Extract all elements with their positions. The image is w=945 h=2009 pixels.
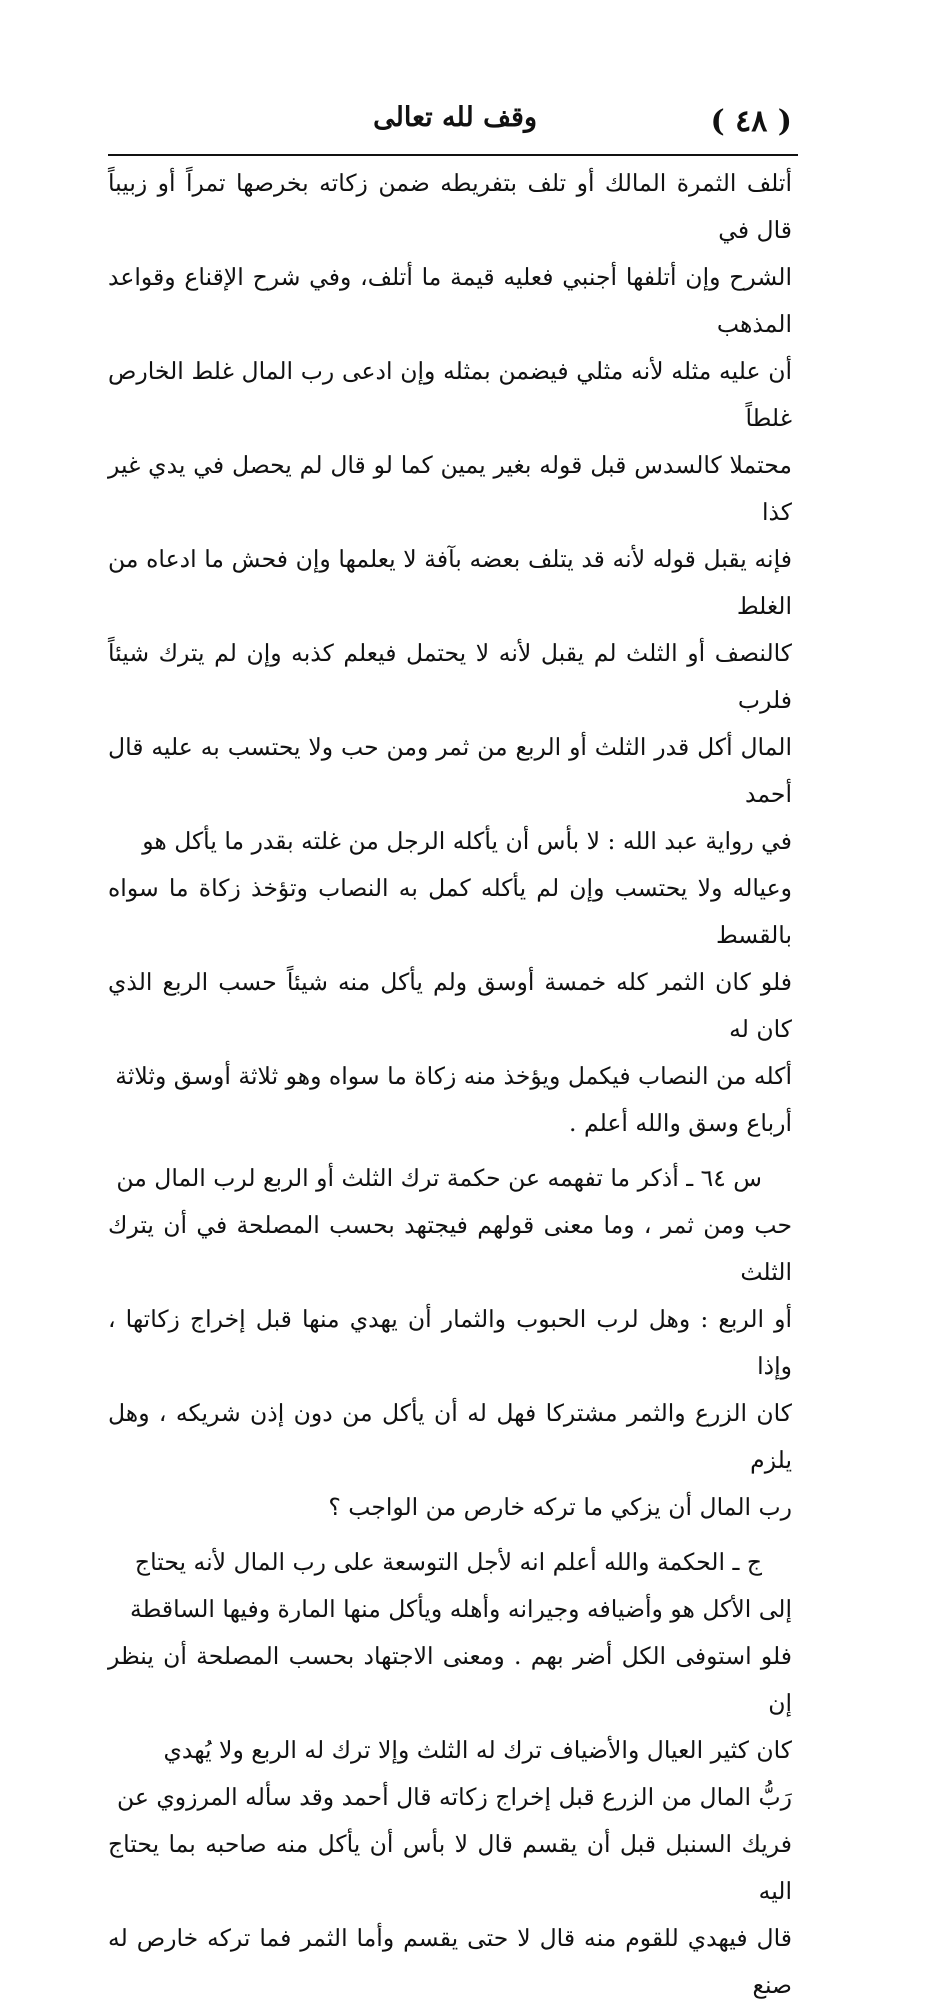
running-title: وقف لله تعالى [373,102,537,133]
body-text [108,160,792,2009]
continuation-paragraph: أتلف الثمرة المالك أو تلف بتفريطه ضمن زكاته بخرصها تمراً أو زبيباً قال في الشرح وإن أتلفها أجنبي فعليه قيمة ما أتلف، وفي شرح الإقناع وقواعد المذهب أن عليه مثله لأنه مثلي فيضمن بمثله وإن ادعى رب المال غلط الخارص غلطاً محتملا كالسدس قبل قوله بغير يمين كما لو قال لم يحصل في يدي غير كذا فإنه يقبل قوله لأنه قد يتلف بعضه بآفة لا يعلمها وإن فحش ما ادعاه من الغلط كالنصف أو الثلث لم يقبل لأنه لا يحتمل فيعلم كذبه وإن لم يترك شيئاً فلرب المال أكل قدر الثلث أو الربع من ثمر ومن حب ولا يحتسب به عليه قال أحمد في رواية عبد الله : لا بأس أن يأكله الرجل من غلته بقدر ما يأكل هو وعياله ولا يحتسب وإن لم يأكله كمل به النصاب وتؤخذ زكاة ما سواه بالقسط فلو كان الثمر كله خمسة أوسق ولم يأكل منه شيئاً حسب الربع الذي كان له أكله من النصاب فيكمل ويؤخذ منه زكاة ما سواه وهو ثلاثة أوسق وثلاثة أرباع وسق والله أعلم . [108,169,792,1137]
page-header [108,100,792,150]
page-number: ( ٤٨ ) [710,104,792,139]
question-paragraph: س ٦٤ ـ أذكر ما تفهمه عن حكمة ترك الثلث أو الربع لرب المال من حب ومن ثمر ، وما معنى قولهم فيجتهد بحسب المصلحة في أن يترك الثلث أو الربع : وهل لرب الحبوب والثمار أن يهدي منها قبل إخراج زكاتها ، وإذا كان الزرع والثمر مشتركا فهل له أن يأكل من دون إذن شريكه ، وهل يلزم رب المال أن يزكي ما تركه خارص من الواجب ؟ [108,1164,792,1521]
answer-paragraph: ج ـ الحكمة والله أعلم انه لأجل التوسعة على رب المال لأنه يحتاج إلى الأكل هو وأضيافه وجيرانه وأهله ويأكل منها المارة وفيها الساقطة فلو استوفى الكل أضر بهم . ومعنى الاجتهاد بحسب المصلحة أن ينظر إن كان كثير العيال والأضياف ترك له الثلث وإلا ترك له الربع ولا يُهدي رَبُّ المال من الزرع قبل إخراج زكاته قال أحمد وقد سأله المرزوي عن فريك السنبل قبل أن يقسم قال لا بأس أن يأكل منه صاحبه بما يحتاج اليه قال فيهدي للقوم منه قال لا حتى يقسم وأما الثمر فما تركه خارص له صنع [108,1548,792,1999]
header-rule [108,154,798,156]
